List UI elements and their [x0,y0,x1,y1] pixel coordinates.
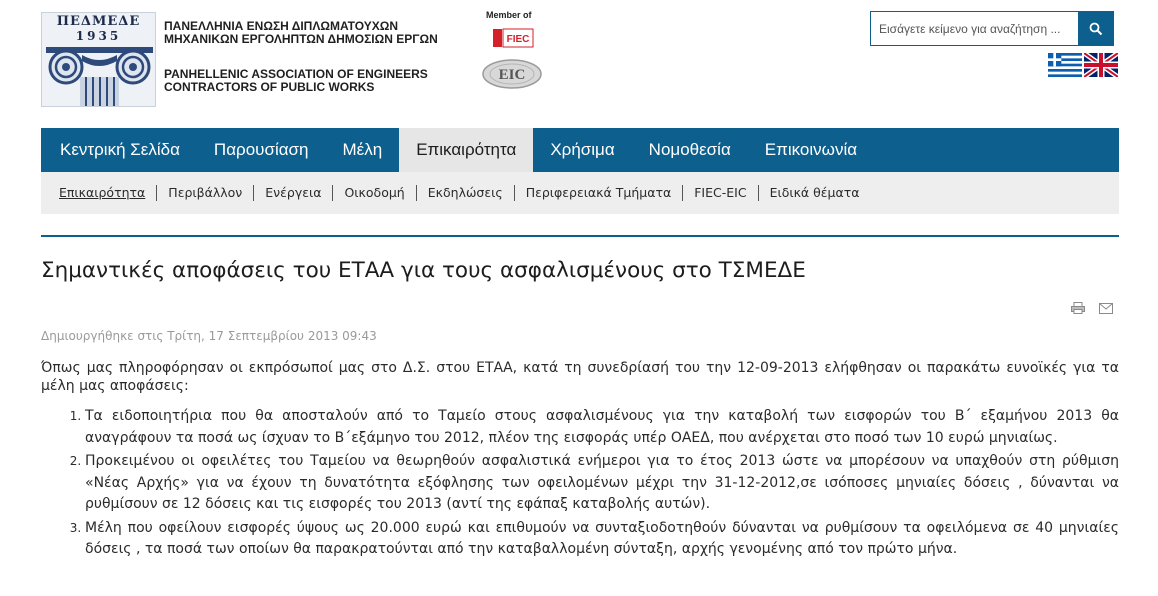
decisions-list [41,406,1119,561]
content-divider [41,235,1119,237]
nav-item-legislation[interactable]: Νομοθεσία [648,140,731,159]
site-logo[interactable] [41,12,156,107]
subnav-item-news[interactable]: Επικαιρότητα [59,185,146,200]
list-item: 2. Προκειμένου οι οφειλέτες του Ταμείου να θεωρηθούν ασφαλιστικά ενήμεροι για το έτος 2013 ώστε να μπορέσουν να υπαχθούν στη ρύθμιση «Νέας Αρχής» για να έχουν τη δυνατότητα εξόφλησης των οφειλομένων μέχρι την 31-12-2012,σε ισόποσες μηνιαίες δόσεις , δύνανται να ρυθμίσουν σε 12 δόσεις και τις εισφορές του 2013 (αντί της εφάπαξ καταβολής αυτών). [85,451,1119,516]
fiec-logo[interactable] [491,25,535,51]
uk-flag-icon[interactable] [1084,53,1118,77]
logo-text: ΠΕΔΜΕΔΕ [56,14,141,29]
list-item: 1. Τα ειδοποιητήρια που θα αποσταλούν από το Ταμείο στους ασφαλισμένους για την καταβολή των εισφορών του Β΄ εξαμήνου 2013 θα αναγράφουν τα ποσά ως ίσχυαν το Β΄εξάμηνο του 2012, πλέον της εισφοράς υπέρ ΟΑΕΔ, που ανέρχεται στο ποσό των 10 ευρώ μηνιαίως. [85,406,1119,449]
fiec-text: FIEC [506,34,530,45]
search-icon [1089,22,1103,36]
nav-item-news[interactable]: Επικαιρότητα [399,128,533,172]
site-title-greek [164,20,438,46]
subnav-item-regional[interactable]: Περιφερειακά Τμήματα [514,185,683,201]
title-gr-line1: ΠΑΝΕΛΛΗΝΙΑ ΕΝΩΣΗ ΔΙΠΛΩΜΑΤΟΥΧΩΝ [164,19,399,33]
created-date: Δημιουργήθηκε στις Τρίτη, 17 Σεπτεμβρίου 2013 09:43 [41,329,377,343]
subnav-item-environment[interactable]: Περιβάλλον [156,185,253,201]
nav-item-members[interactable]: Μέλη [342,140,383,159]
article-title: Σημαντικές αποφάσεις του ΕΤΑΑ για τους ασφαλισμένους στο ΤΣΜΕΔΕ [41,258,806,283]
subnav-item-fiec-eic[interactable]: FIEC-EIC [682,185,757,201]
list-item: 3. Μέλη που οφείλουν εισφορές ύψους ως 20.000 ευρώ και επιθυμούν να συνταξιοδοτηθούν δύνανται να ρυθμίσουν τα οφειλόμενα σε 40 μηνιαίες δόσεις , τα ποσά των οποίων θα παρακρατούνται από την καταβαλλομένη σύνταξη, αρχής γενομένης από τον πρώτο μήνα. [85,518,1119,561]
nav-item-home[interactable]: Κεντρική Σελίδα [60,140,180,159]
search-input[interactable] [871,12,1077,45]
nav-item-useful[interactable]: Χρήσιμα [550,140,615,159]
subnav-item-events[interactable]: Εκδηλώσεις [416,185,514,201]
article-intro: Όπως μας πληροφόρησαν οι εκπρόσωποί μας στο Δ.Σ. στου ΕΤΑΑ, κατά τη συνεδρίασή του την 12-09-2013 ελήφθησαν οι παρακάτω ευνοϊκές για τα μέλη μας αποφάσεις: [41,360,1119,394]
subnav-item-special-topics[interactable]: Ειδικά θέματα [758,185,871,201]
eic-text: EIC [498,67,526,83]
title-en-line1: PANHELLENIC ASSOCIATION OF ENGINEERS [164,67,428,81]
logo-year: 1935 [75,29,122,43]
nav-item-contact[interactable]: Επικοινωνία [764,140,858,159]
search-box [870,11,1114,46]
search-button[interactable] [1078,12,1113,45]
article-body [41,359,1119,563]
nav-item-presentation[interactable]: Παρουσίαση [213,140,309,159]
email-icon[interactable] [1099,303,1113,314]
title-en-line2: CONTRACTORS OF PUBLIC WORKS [164,80,375,94]
title-gr-line2: ΜΗΧΑΝΙΚΩΝ ΕΡΓΟΛΗΠΤΩΝ ΔΗΜΟΣΙΩΝ ΕΡΓΩΝ [164,32,438,46]
ionic-column-icon [42,41,156,107]
member-of-label: Member of [486,10,532,20]
greek-flag-icon[interactable] [1048,53,1082,77]
main-navigation [41,128,1119,172]
sub-navigation [41,172,1119,214]
print-icon[interactable] [1071,302,1085,314]
subnav-item-building[interactable]: Οικοδομή [332,185,415,201]
eic-logo[interactable] [481,58,543,90]
subnav-item-energy[interactable]: Ενέργεια [253,185,332,201]
site-title-english [164,68,428,94]
